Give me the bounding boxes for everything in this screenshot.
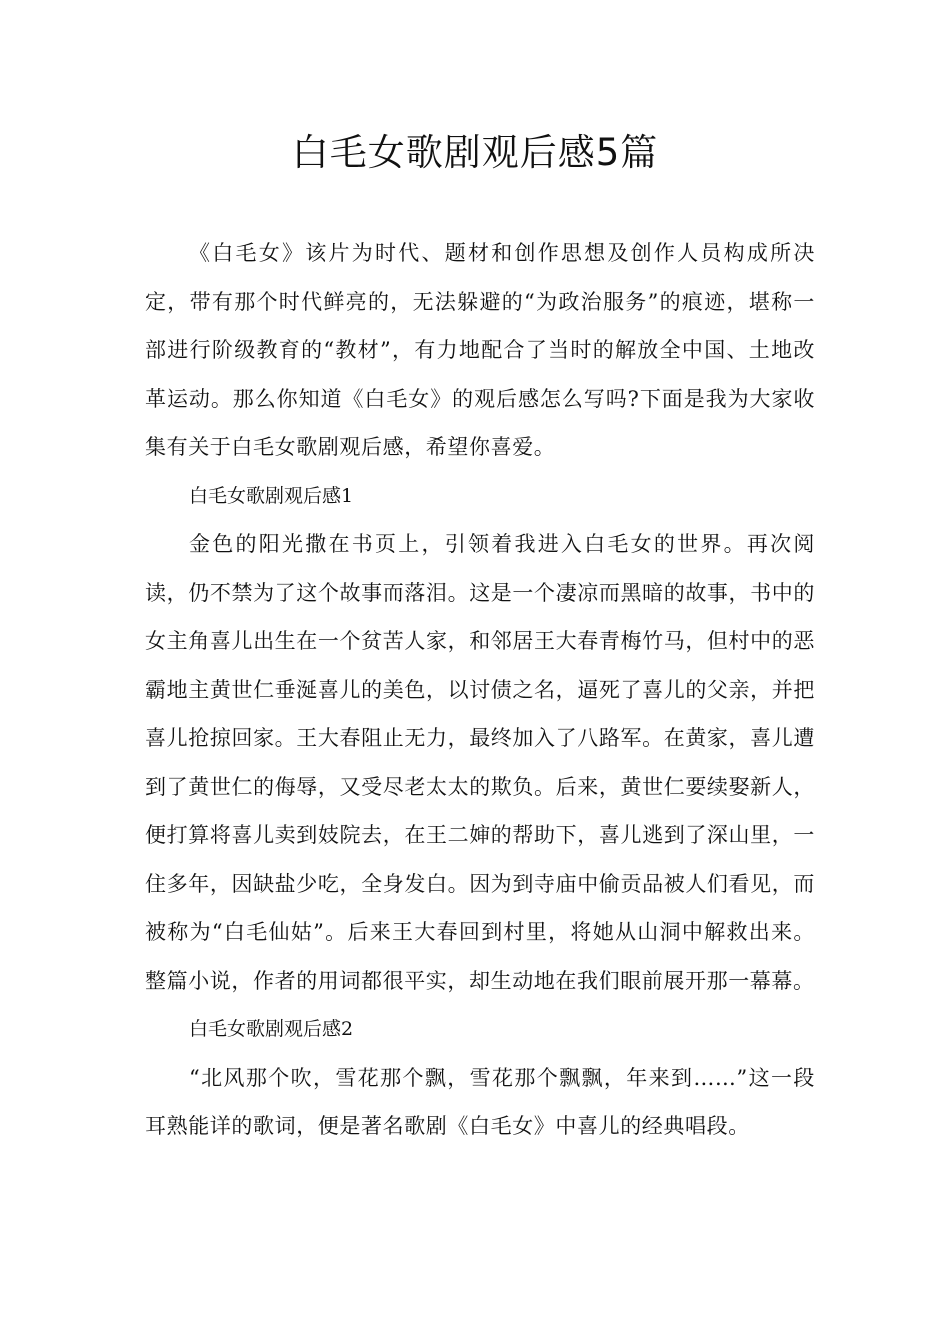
section-heading-2: 白毛女歌剧观后感2 bbox=[189, 1018, 354, 1040]
intro-paragraph: 《白毛女》该片为时代、题材和创作思想及创作人员构成所决定，带有那个时代鲜亮的，无法躲避的“为政治服务”的痕迹，堪称一部进行阶级教育的“教材”，有力地配合了当时的解放全中国、土地改革运动。那么你知道《白毛女》的观后感怎么写吗?下面是我为大家收集有关于白毛女歌剧观后感，希望你喜爱。 bbox=[145, 241, 815, 459]
section-heading-1: 白毛女歌剧观后感1 bbox=[189, 484, 354, 507]
document-title: 白毛女歌剧观后感5篇 bbox=[291, 131, 659, 174]
document-body bbox=[145, 229, 815, 1151]
section-paragraph-2: “北风那个吹，雪花那个飘，雪花那个飘飘，年来到……”这一段耳熟能详的歌词，便是著名歌剧《白毛女》中喜儿的经典唱段。 bbox=[145, 1065, 815, 1138]
section-paragraph-1: 金色的阳光撒在书页上，引领着我进入白毛女的世界。再次阅读，仍不禁为了这个故事而落泪。这是一个凄凉而黑暗的故事，书中的女主角喜儿出生在一个贫苦人家，和邻居王大春青梅竹马，但村中的恶霸地主黄世仁垂涎喜儿的美色，以讨债之名，逼死了喜儿的父亲，并把喜儿抢掠回家。王大春阻止无力，最终加入了八路军。在黄家，喜儿遭到了黄世仁的侮辱，又受尽老太太的欺负。后来，黄世仁要续娶新人，便打算将喜儿卖到妓院去，在王二婶的帮助下，喜儿逃到了深山里，一住多年，因缺盐少吃，全身发白。因为到寺庙中偷贡品被人们看见，而被称为“白毛仙姑”。后来王大春回到村里，将她从山洞中解救出来。整篇小说，作者的用词都很平实，却生动地在我们眼前展开那一幕幕。 bbox=[145, 532, 815, 993]
